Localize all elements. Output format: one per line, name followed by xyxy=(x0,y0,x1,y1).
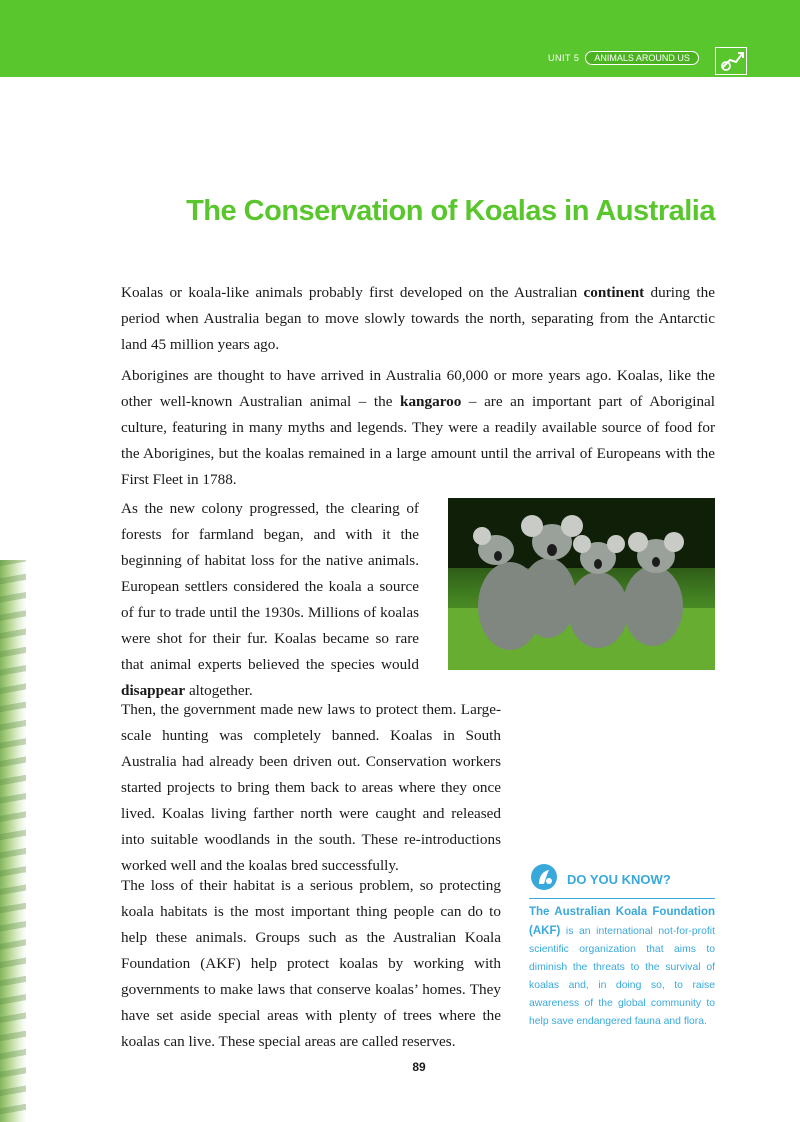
unit-header xyxy=(548,51,699,65)
pen-hand-icon xyxy=(715,47,747,75)
keyword-disappear: disappear xyxy=(121,682,186,699)
did-you-know-box xyxy=(529,860,715,1031)
did-you-know-title: DO YOU KNOW? xyxy=(567,871,671,887)
did-you-know-text: The Australian Koala Foundation (AKF) is an international not-for-profit scientific organization that aims to diminish the threats to the survival of koalas and, in doing so, to raise awareness of the global community to help save endangered fauna and flora. xyxy=(529,906,715,1027)
unit-label: UNIT 5 xyxy=(548,53,580,63)
paragraph-2: Aborigines are thought to have arrived in Australia 60,000 or more years ago. Koalas, like the other well-known Australian animal – the kangaroo – are an important part of Aboriginal culture, featuring in many myths and legends. They were a readily available source of food for the Aborigines, but the koalas remained in a large amount until the arrival of Europeans with the First Fleet in 1788. xyxy=(121,367,716,488)
lightbulb-icon xyxy=(529,862,559,897)
keyword-continent: continent xyxy=(583,284,645,301)
page-number: 89 xyxy=(412,1060,426,1074)
page-title: The Conservation of Koalas in Australia xyxy=(186,195,715,227)
keyword-kangaroo: kangaroo xyxy=(400,393,462,410)
leaf-border-decoration xyxy=(0,560,26,1122)
paragraph-5: The loss of their habitat is a serious problem, so protecting koala habitats is the most important thing people can do to help these animals. Groups such as the Australian Koala Foundation (AKF) help protect koalas by working with governments to make laws that conserve koalas’ homes. They have set aside special areas with plenty of trees where the koalas can live. These special areas are called reserves. xyxy=(121,877,501,1050)
akf-name: The Australian Koala Foundation (AKF) xyxy=(529,906,715,937)
paragraph-4: Then, the government made new laws to protect them. Large-scale hunting was completely banned. Koalas in South Australia had already been driven out. Conservation workers started projects to bring them back to areas where they once lived. Koalas living farther north were caught and released into suitable woodlands in the south. These re-introductions worked well and the koalas bred successfully. xyxy=(121,701,501,874)
top-banner xyxy=(0,0,800,77)
unit-title-pill: ANIMALS AROUND US xyxy=(585,51,699,65)
paragraph-3: As the new colony progressed, the clearing of forests for farmland began, and with it the beginning of habitat loss for the native animals. European settlers considered the koala a source of fur to trade until the 1930s. Millions of koalas were shot for their fur. Koalas became so rare that animal experts believed the species would disappear altogether. xyxy=(121,500,419,699)
koalas-photo xyxy=(448,498,715,670)
paragraph-1: Koalas or koala-like animals probably first developed on the Australian continent during the period when Australia began to move slowly towards the north, separating from the Antarctic land 45 million years ago. xyxy=(121,284,715,353)
did-you-know-header xyxy=(529,860,715,899)
